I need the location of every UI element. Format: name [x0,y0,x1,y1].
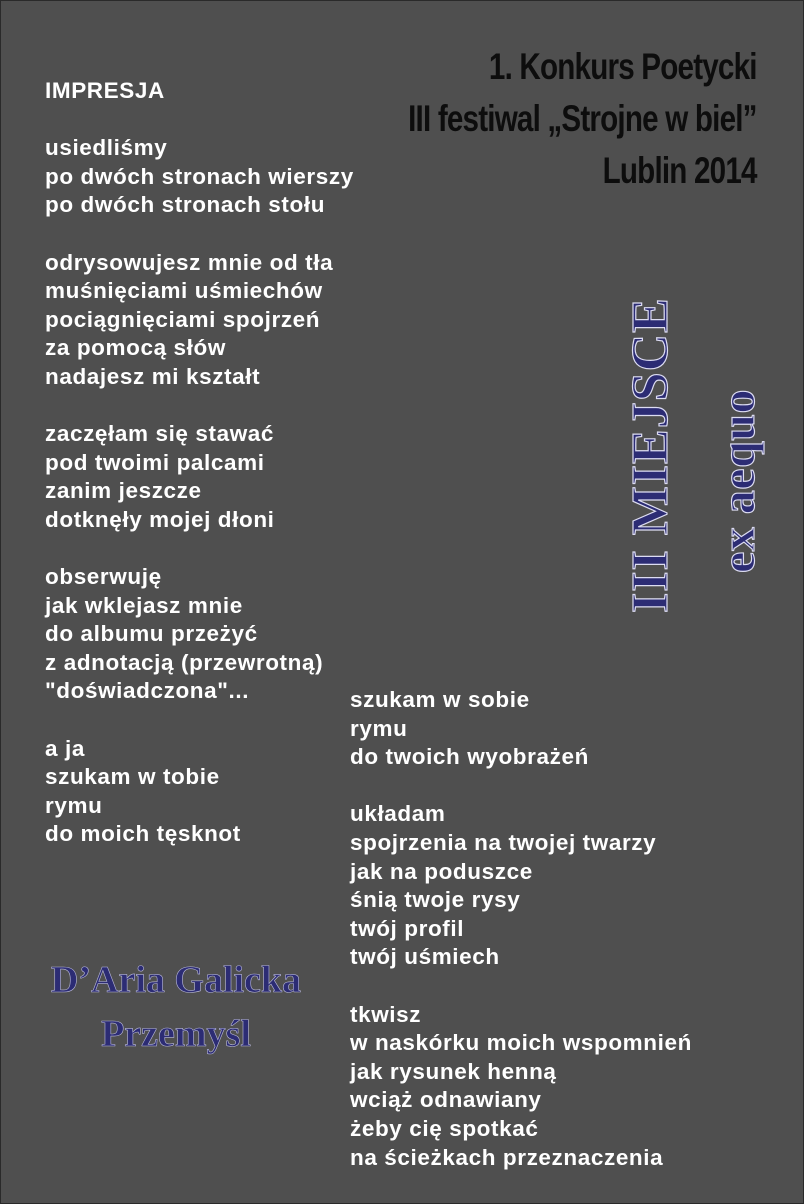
stanza-break [45,220,354,249]
author-city: Przemyśl [101,1013,251,1055]
poem-line: szukam w sobie [350,687,530,712]
poem-line: układam [350,801,446,827]
poem-line: zaczęłam się stawać [45,421,275,447]
poem-line: jak na poduszce [350,858,533,884]
contest-header [408,41,757,197]
poem-line: wciąż odnawiany [350,1087,542,1113]
stanza-break [350,772,692,801]
poem-line: twój profil [350,915,465,941]
poem-line: muśnięciami uśmiechów [45,278,323,304]
poem-line: jak wklejasz mnie [45,592,243,618]
stanza-break [45,535,354,564]
poem-line: po dwóch stronach wierszy [45,163,354,189]
poem-line: szukam w tobie [45,764,220,790]
poem-line: do moich tęsknot [45,821,241,847]
stanza-break [45,392,354,421]
poem-line: zanim jeszcze [45,478,202,504]
poem-right-column [350,686,692,1172]
festival-name: III festiwal „Strojne w biel” [408,98,757,139]
contest-title: 1. Konkurs Poetycki [489,46,757,87]
poem-line: żeby cię spotkać [350,1115,539,1141]
stanza-break [45,706,354,735]
poem-line: rymu [45,792,103,818]
award-place: III MIEJSCE [622,297,679,613]
poem-line: tkwisz [350,1001,422,1027]
poem-line: usiedliśmy [45,135,168,161]
poem-line: na ścieżkach przeznaczenia [350,1144,664,1170]
poem-line: w naskórku moich wspomnień [350,1030,692,1056]
poem-line: śnią twoje rysy [350,887,521,913]
location-year: Lublin 2014 [602,150,757,191]
poem-line: po dwóch stronach stołu [45,192,326,218]
poem-line: z adnotacją (przewrotną) [45,649,324,675]
poem-line: a ja [45,735,85,761]
poem-left-column [45,77,354,849]
author-block [31,953,321,1061]
poem-line: twój uśmiech [350,944,500,970]
poem-title: IMPRESJA [45,78,165,103]
poem-line: obserwuję [45,564,162,590]
poem-line: jak rysunek henną [350,1058,557,1084]
stanza-break [45,106,354,135]
poem-line: nadajesz mi kształt [45,363,261,389]
poem-line: spojrzenia na twojej twarzy [350,829,657,855]
poem-line: "doświadczona"... [45,678,250,704]
poem-line: za pomocą słów [45,335,226,361]
poem-line: pociągnięciami spojrzeń [45,306,321,332]
poem-line: odrysowujesz mnie od tła [45,249,334,275]
poem-line: dotknęły mojej dłoni [45,506,275,532]
stanza-break [350,972,692,1001]
poem-line: do twoich wyobrażeń [350,744,589,770]
award-note: ex aequo [712,389,765,573]
poem-line: do albumu przeżyć [45,621,258,647]
poem-line: rymu [350,715,408,741]
author-name: D’Aria Galicka [50,959,302,1001]
poem-line: pod twoimi palcami [45,449,265,475]
